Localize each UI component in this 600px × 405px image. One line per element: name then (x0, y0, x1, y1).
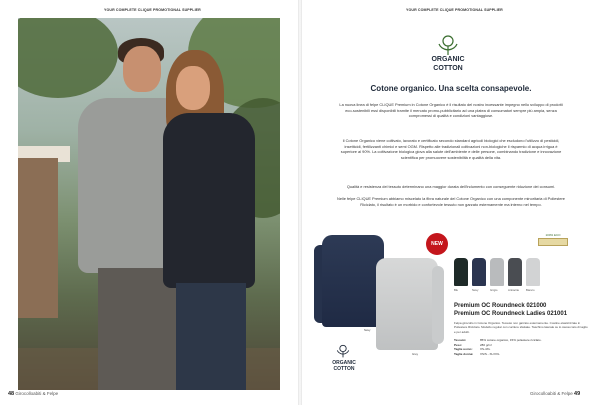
paragraph-2: Il Cotone Organico viene coltivato, lavorato e certificato secondo standard agricoli biologici che escludono l'utilizzo di pesticidi, insetticidi, fertilizzanti chimici e semi OGM. Rispetto alle tradizionali coltivazioni non-biologiche il risparmio di acqua irrigua è superiore al 90%. La coltivazione biologica giova alla salute dell'ambiente e delle persone, combinando tradizione e innovazione scientifica per promuovere sostenibilità e qualità della vita. (340, 138, 562, 160)
footer-left (8, 391, 58, 397)
spec-row: Taglie donna: XS/S - XL/XXL (454, 351, 500, 356)
cotton-plant-small-icon (334, 344, 352, 358)
swatch-2 (490, 258, 504, 286)
header-left (104, 8, 201, 12)
organic-small-line2: COTTON (333, 366, 355, 372)
swatch-label-0: Blu (454, 288, 459, 292)
swatch-label-1: Navy (472, 288, 479, 292)
lifestyle-photo (18, 18, 280, 390)
organic-cotton-title (402, 56, 494, 73)
navy-sweater-image (322, 235, 384, 327)
swatch-label-2: Grigio (490, 288, 498, 292)
product-description: Felpa girocollo in Cotone Organico. Tessuto non garzato esternamente. Costine elasticizzate in Poliestere Riciclato. Modello regular con cuciture sfalsate. Taschino laterale su lo stesso lato di taglio e per adulti. (454, 321, 588, 334)
swatch-label-3: Antracite (508, 288, 520, 292)
organic-line1: ORGANIC (431, 56, 465, 63)
swatch-4 (526, 258, 540, 286)
footer-left-text: Girocolloabiti & Felpe (15, 391, 59, 396)
header-right-text: YOUR COMPLETE CLIQUE PROMOTIONAL SUPPLIER (406, 8, 503, 12)
new-badge: NEW (426, 233, 448, 255)
right-page (302, 0, 600, 405)
spec-row: Taglie uomo: XS-4XL (454, 347, 491, 352)
grey-sweater-image (376, 258, 438, 350)
swatch-label-4: Bianco (526, 288, 535, 292)
organic-line2: COTTON (433, 64, 463, 72)
product-specs (454, 338, 542, 356)
spec-row: Peso: 280 g/m² (454, 342, 492, 347)
headline: Cotone organico. Una scelta consapevole. (370, 84, 532, 93)
footer-right (530, 391, 580, 397)
footer-right-text: Girocolloabiti & Felpe (530, 391, 573, 396)
swatch-0 (454, 258, 468, 286)
header-right (406, 8, 503, 12)
swatch-1 (472, 258, 486, 286)
page-number-right: 49 (574, 391, 581, 397)
paragraph-1: La nuova linea di felpe CLIQUE Premium in Cotone Organico è il risultato del nostro incessante impegno nello sviluppo di prodotti eco-sostenibili essi disponibili tramite il mercato promo-pubblicitario ad una platea di consumatori sempre più ampia, senza compromessi di qualità e condizioni vantaggiose. (339, 102, 563, 119)
swatch-3 (508, 258, 522, 286)
eco-certification-logo (538, 233, 568, 246)
product-title-1: Premium OC Roundneck 021000 (454, 303, 547, 309)
paragraph-4: Nelle felpe CLIQUE Premium abbiamo miscelato la fibra naturale del Cotone Organico con una componente minoritaria di Poliestere Riciclato, il risultato è un morbido e confortevole tessuto non garzato esternamente ma interno nel tempo. (337, 196, 565, 207)
organic-cotton-small-title (322, 360, 366, 372)
cert-label: 100% ECO (545, 233, 561, 237)
paragraph-3: Qualità e resistenza del tessuto determinano una maggior durata dell'indumento con conseguente riduzione dei consumi. (346, 184, 556, 189)
header-left-text: YOUR COMPLETE CLIQUE PROMOTIONAL SUPPLIER (104, 8, 201, 12)
navy-sweater-tag: Navy (364, 328, 371, 332)
page-number-left: 48 (8, 391, 15, 397)
cotton-plant-icon (435, 34, 461, 56)
left-page (0, 0, 298, 405)
product-title-2: Premium OC Roundneck Ladies 021001 (454, 311, 568, 317)
organic-small-line1: ORGANIC (332, 360, 356, 366)
spec-row: Tessuto: 85% cotone organico, 15% poliestere riciclato. (454, 338, 542, 342)
grey-sweater-tag: Grey (412, 352, 419, 356)
